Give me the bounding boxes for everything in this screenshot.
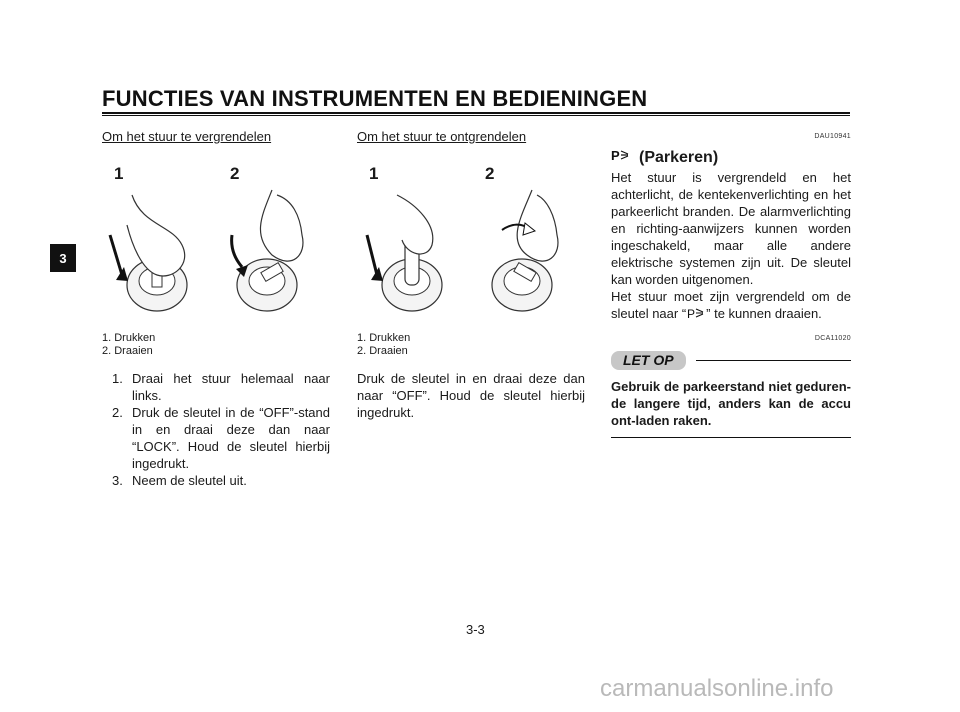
lock-figure xyxy=(102,153,322,328)
notice-box xyxy=(611,330,851,438)
figure-label-1: 1 xyxy=(369,164,379,183)
lock-caption-2: 2. Draaien xyxy=(102,345,153,357)
key-lock-illustration xyxy=(102,185,322,325)
page-header-title: FUNCTIES VAN INSTRUMENTEN EN BEDIENINGEN xyxy=(102,86,648,111)
parking-note: Het stuur moet zijn vergrendeld om de sleutel naar “ P ” te kunnen draaien. xyxy=(611,289,851,321)
doc-code: DAU10941 xyxy=(814,133,851,140)
middle-column xyxy=(357,128,585,421)
figure-label-2: 2 xyxy=(485,164,495,183)
svg-text:P: P xyxy=(611,148,620,163)
left-column xyxy=(102,128,330,489)
doc-code: DCA11020 xyxy=(814,335,851,342)
header-rule xyxy=(102,112,850,116)
unlock-figure xyxy=(357,153,577,328)
list-item: 1. Draai het stuur helemaal naar links. xyxy=(112,371,330,403)
notice-rule-bottom xyxy=(611,437,851,438)
lock-steps-list xyxy=(102,370,330,489)
right-column xyxy=(611,128,851,438)
notice-text: Gebruik de parkeerstand niet geduren-de langere tijd, anders kan de accu ont-laden raken. xyxy=(611,379,851,428)
unlock-caption-1: 1. Drukken xyxy=(357,332,411,344)
figure-label-1: 1 xyxy=(114,164,124,183)
chapter-tab: 3 xyxy=(50,244,76,272)
lock-steering-subtitle: Om het stuur te vergrendelen xyxy=(102,129,272,144)
notice-rule-top xyxy=(696,360,851,361)
unlock-caption-2: 2. Draaien xyxy=(357,345,408,357)
unlock-instructions: Druk de sleutel in en draai deze dan naar “OFF”. Houd de sleutel hierbij ingedrukt. xyxy=(357,371,585,420)
parking-section-title xyxy=(611,147,851,167)
notice-label: LET OP xyxy=(611,351,686,370)
lock-caption-1: 1. Drukken xyxy=(102,332,156,344)
unlock-steering-subtitle: Om het stuur te ontgrendelen xyxy=(357,129,527,144)
figure-label-2: 2 xyxy=(230,164,240,183)
parking-title-text: (Parkeren) xyxy=(639,148,719,166)
parking-p-icon xyxy=(611,147,631,167)
key-unlock-illustration xyxy=(357,185,577,325)
parking-p-icon xyxy=(686,305,706,322)
parking-description: Het stuur is vergrendeld en het achterlicht, de kentekenverlichting en het parkeerlicht branden. De alarmverlichting en richting-aanwijzers kunnen worden ingeschakeld, maar alle andere elektrische systemen zijn uit. De sleutel kan worden uitgenomen. xyxy=(611,170,851,287)
list-item: 3. Neem de sleutel uit. xyxy=(112,473,247,488)
page-number: 3-3 xyxy=(466,622,485,637)
list-item: 2. Druk de sleutel in de “OFF”-stand in en draai deze dan naar “LOCK”. Houd de sleutel hierbij ingedrukt. xyxy=(112,405,330,471)
watermark: carmanualsonline.info xyxy=(600,675,834,702)
svg-text:P: P xyxy=(687,307,696,320)
